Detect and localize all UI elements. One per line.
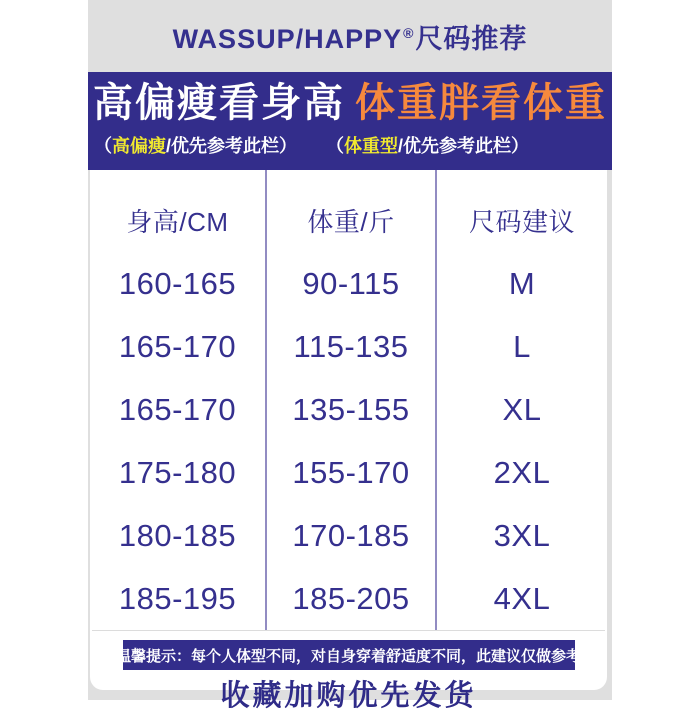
note-slim-rest: /优先参考此栏 (166, 136, 280, 156)
weight-cell: 135-155 (265, 378, 437, 441)
table-bottom-divider (92, 630, 605, 631)
page-title (173, 17, 528, 56)
note-heavy-rest: /优先参考此栏 (398, 136, 512, 156)
col-header-height: 身高/CM (126, 206, 229, 237)
tip-text: 温馨提示：每个人体型不同，对自身穿着舒适度不同，此建议仅做参考 (116, 647, 582, 665)
size-cell: M (508, 265, 536, 301)
size-cell: 2XL (493, 454, 551, 490)
note-slim-close: ） (279, 136, 298, 156)
height-cell: 185-195 (118, 580, 237, 616)
size-cell: 3XL (493, 517, 551, 553)
col-header-weight: 体重/斤 (265, 170, 437, 252)
weight-cell: 185-205 (265, 567, 437, 630)
size-cell: XL (502, 391, 542, 427)
cta-text: 收藏加购优先发货 (220, 680, 477, 712)
note-slim-open: （ (94, 136, 112, 156)
weight-cell: 90-115 (265, 252, 437, 315)
height-cell: 165-170 (118, 328, 237, 364)
note-heavy-highlight: 体重型 (344, 136, 399, 156)
banner-headline (88, 81, 612, 125)
tip-bar (116, 640, 582, 670)
note-slim-highlight: 高偏瘦 (112, 136, 166, 156)
size-table (90, 170, 607, 630)
headline-height-text: 高偏瘦看身高 (93, 81, 345, 125)
weight-cell: 170-185 (265, 504, 437, 567)
headline-banner (88, 72, 612, 170)
weight-cell: 155-170 (265, 441, 437, 504)
title-text: 尺码推荐 (415, 23, 528, 54)
registered-trademark-icon: ® (403, 24, 415, 41)
note-heavy-open: （ (326, 136, 345, 156)
size-cell: L (513, 328, 531, 364)
header-band (88, 0, 612, 72)
size-cell: 4XL (493, 580, 551, 616)
note-heavy-close: ） (511, 136, 530, 156)
height-cell: 175-180 (118, 454, 237, 490)
height-cell: 165-170 (118, 391, 237, 427)
banner-subnotes (88, 132, 612, 158)
brand-name: WASSUP/HAPPY (172, 23, 403, 54)
height-cell: 180-185 (118, 517, 237, 553)
note-heavy (326, 136, 529, 156)
height-cell: 160-165 (118, 265, 237, 301)
note-slim (94, 136, 297, 156)
headline-weight-text: 体重胖看体重 (355, 81, 607, 125)
col-header-size: 尺码建议 (468, 206, 575, 237)
size-table-card (90, 170, 607, 712)
weight-cell: 115-135 (265, 315, 437, 378)
size-chart-panel (88, 0, 612, 712)
